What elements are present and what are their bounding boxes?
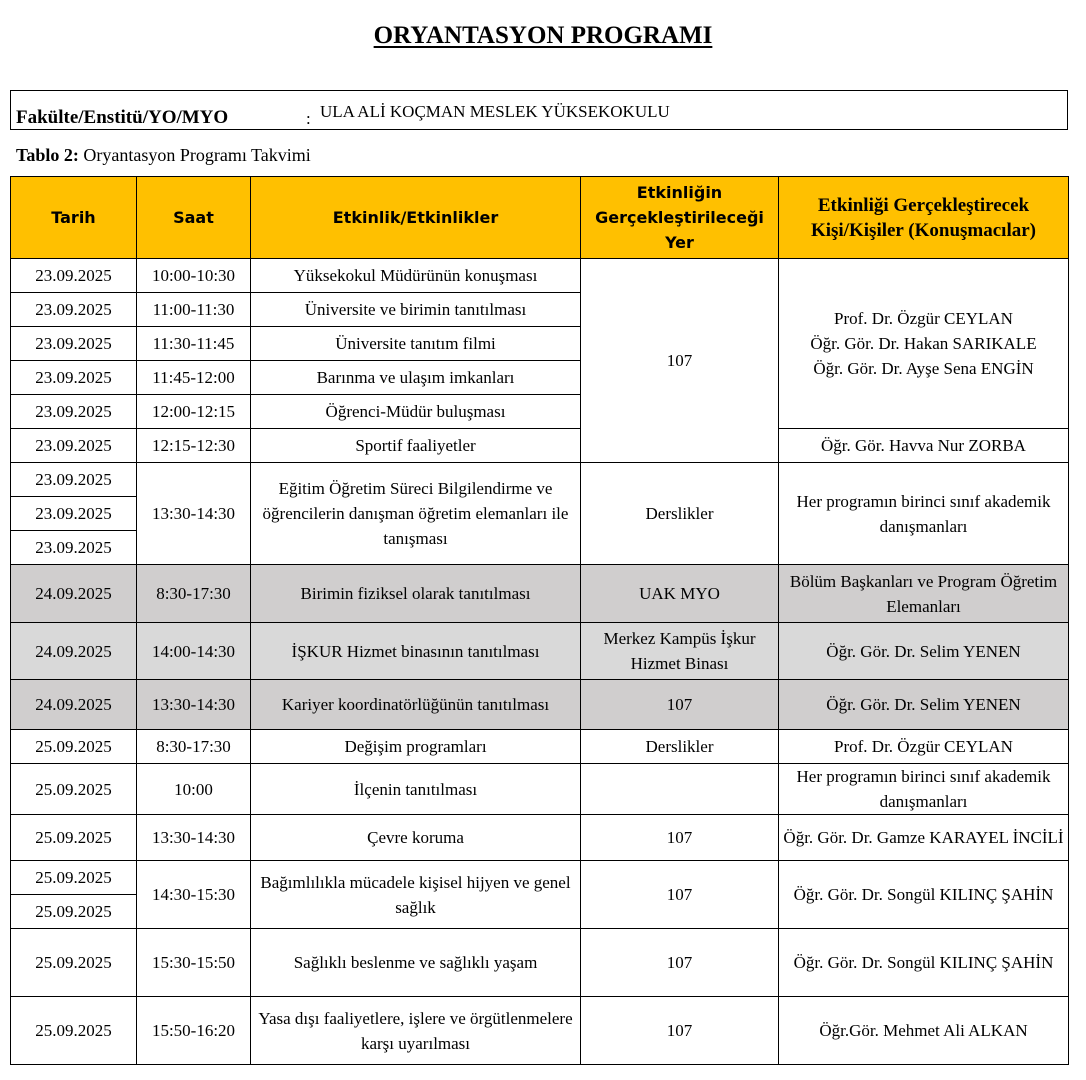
page-title [0,22,1086,50]
cell-speakers: Her programın birinci sınıf akademik danışmanları [779,463,1069,565]
table-row [11,764,1069,815]
table-row [11,929,1069,997]
cell-activity: Üniversite tanıtım filmi [251,327,581,361]
cell-date: 25.09.2025 [11,997,137,1065]
caption-text: Oryantasyon Programı Takvimi [78,145,311,165]
cell-activity: Değişim programları [251,730,581,764]
cell-time: 10:00-10:30 [137,259,251,293]
cell-place: 107 [581,929,779,997]
table-row [11,565,1069,623]
cell-speakers: Öğr. Gör. Dr. Songül KILINÇ ŞAHİN [779,861,1069,929]
cell-time: 12:15-12:30 [137,429,251,463]
cell-activity: Bağımlılıkla mücadele kişisel hijyen ve genel sağlık [251,861,581,929]
cell-date: 25.09.2025 [11,929,137,997]
table-caption [16,145,311,166]
cell-activity: Birimin fiziksel olarak tanıtılması [251,565,581,623]
cell-time: 15:50-16:20 [137,997,251,1065]
cell-time: 11:30-11:45 [137,327,251,361]
cell-speakers: Prof. Dr. Özgür CEYLAN Öğr. Gör. Dr. Hakan SARIKALE Öğr. Gör. Dr. Ayşe Sena ENGİN [779,259,1069,429]
header-speakers: Etkinliği Gerçekleştirecek Kişi/Kişiler (Konuşmacılar) [779,177,1069,259]
cell-speakers: Öğr. Gör. Dr. Gamze KARAYEL İNCİLİ [779,815,1069,861]
cell-place: Derslikler [581,463,779,565]
cell-speakers: Her programın birinci sınıf akademik danışmanları [779,764,1069,815]
cell-date: 23.09.2025 [11,463,137,497]
table-row [11,730,1069,764]
table-row [11,861,1069,895]
table-row [11,815,1069,861]
cell-date: 24.09.2025 [11,680,137,730]
cell-place [581,764,779,815]
table-row [11,997,1069,1065]
faculty-box [10,90,1068,130]
cell-date: 23.09.2025 [11,259,137,293]
cell-time: 8:30-17:30 [137,565,251,623]
cell-activity: Yasa dışı faaliyetlere, işlere ve örgütlenmelere karşı uyarılması [251,997,581,1065]
table-row [11,259,1069,293]
cell-time: 14:00-14:30 [137,623,251,680]
header-activity: Etkinlik/Etkinlikler [251,177,581,259]
cell-time: 11:00-11:30 [137,293,251,327]
cell-date: 23.09.2025 [11,531,137,565]
cell-date: 24.09.2025 [11,565,137,623]
page-title-text: ORYANTASYON PROGRAMI [373,22,713,49]
header-place: Etkinliğin Gerçekleştirileceği Yer [581,177,779,259]
cell-speakers: Öğr.Gör. Mehmet Ali ALKAN [779,997,1069,1065]
header-time: Saat [137,177,251,259]
table-row [11,680,1069,730]
table-row [11,429,1069,463]
cell-date: 23.09.2025 [11,429,137,463]
cell-time: 15:30-15:50 [137,929,251,997]
cell-place: UAK MYO [581,565,779,623]
cell-speakers: Öğr. Gör. Havva Nur ZORBA [779,429,1069,463]
cell-activity: Eğitim Öğretim Süreci Bilgilendirme ve öğrencilerin danışman öğretim elemanları ile tanışması [251,463,581,565]
cell-place: 107 [581,997,779,1065]
cell-activity: İlçenin tanıtılması [251,764,581,815]
cell-date: 25.09.2025 [11,895,137,929]
cell-date: 25.09.2025 [11,730,137,764]
cell-date: 25.09.2025 [11,861,137,895]
table-row [11,623,1069,680]
cell-activity: Yüksekokul Müdürünün konuşması [251,259,581,293]
cell-place: 107 [581,861,779,929]
cell-date: 23.09.2025 [11,497,137,531]
cell-time: 13:30-14:30 [137,815,251,861]
cell-speakers: Bölüm Başkanları ve Program Öğretim Elemanları [779,565,1069,623]
cell-activity: Öğrenci-Müdür buluşması [251,395,581,429]
cell-date: 23.09.2025 [11,361,137,395]
caption-label: Tablo 2: [16,145,79,165]
cell-time: 11:45-12:00 [137,361,251,395]
cell-date: 25.09.2025 [11,764,137,815]
cell-activity: Barınma ve ulaşım imkanları [251,361,581,395]
cell-date: 23.09.2025 [11,293,137,327]
program-table [10,176,1069,1065]
cell-activity: Üniversite ve birimin tanıtılması [251,293,581,327]
cell-date: 23.09.2025 [11,327,137,361]
cell-activity: Kariyer koordinatörlüğünün tanıtılması [251,680,581,730]
cell-time: 14:30-15:30 [137,861,251,929]
cell-place: 107 [581,259,779,463]
cell-time: 13:30-14:30 [137,680,251,730]
faculty-colon: : [306,109,311,128]
cell-place: 107 [581,815,779,861]
cell-place: Derslikler [581,730,779,764]
cell-activity: Sağlıklı beslenme ve sağlıklı yaşam [251,929,581,997]
cell-time: 10:00 [137,764,251,815]
cell-time: 12:00-12:15 [137,395,251,429]
header-row [11,177,1069,259]
table-row [11,463,1069,497]
cell-place: 107 [581,680,779,730]
cell-speakers: Öğr. Gör. Dr. Selim YENEN [779,680,1069,730]
cell-time: 13:30-14:30 [137,463,251,565]
cell-time: 8:30-17:30 [137,730,251,764]
faculty-value: ULA ALİ KOÇMAN MESLEK YÜKSEKOKULU [320,102,670,121]
header-date: Tarih [11,177,137,259]
cell-speakers: Prof. Dr. Özgür CEYLAN [779,730,1069,764]
cell-activity: İŞKUR Hizmet binasının tanıtılması [251,623,581,680]
faculty-label: Fakülte/Enstitü/YO/MYO [16,107,229,128]
cell-speakers: Öğr. Gör. Dr. Selim YENEN [779,623,1069,680]
cell-speakers: Öğr. Gör. Dr. Songül KILINÇ ŞAHİN [779,929,1069,997]
cell-date: 25.09.2025 [11,815,137,861]
cell-activity: Sportif faaliyetler [251,429,581,463]
cell-date: 23.09.2025 [11,395,137,429]
cell-place: Merkez Kampüs İşkur Hizmet Binası [581,623,779,680]
cell-activity: Çevre koruma [251,815,581,861]
cell-date: 24.09.2025 [11,623,137,680]
